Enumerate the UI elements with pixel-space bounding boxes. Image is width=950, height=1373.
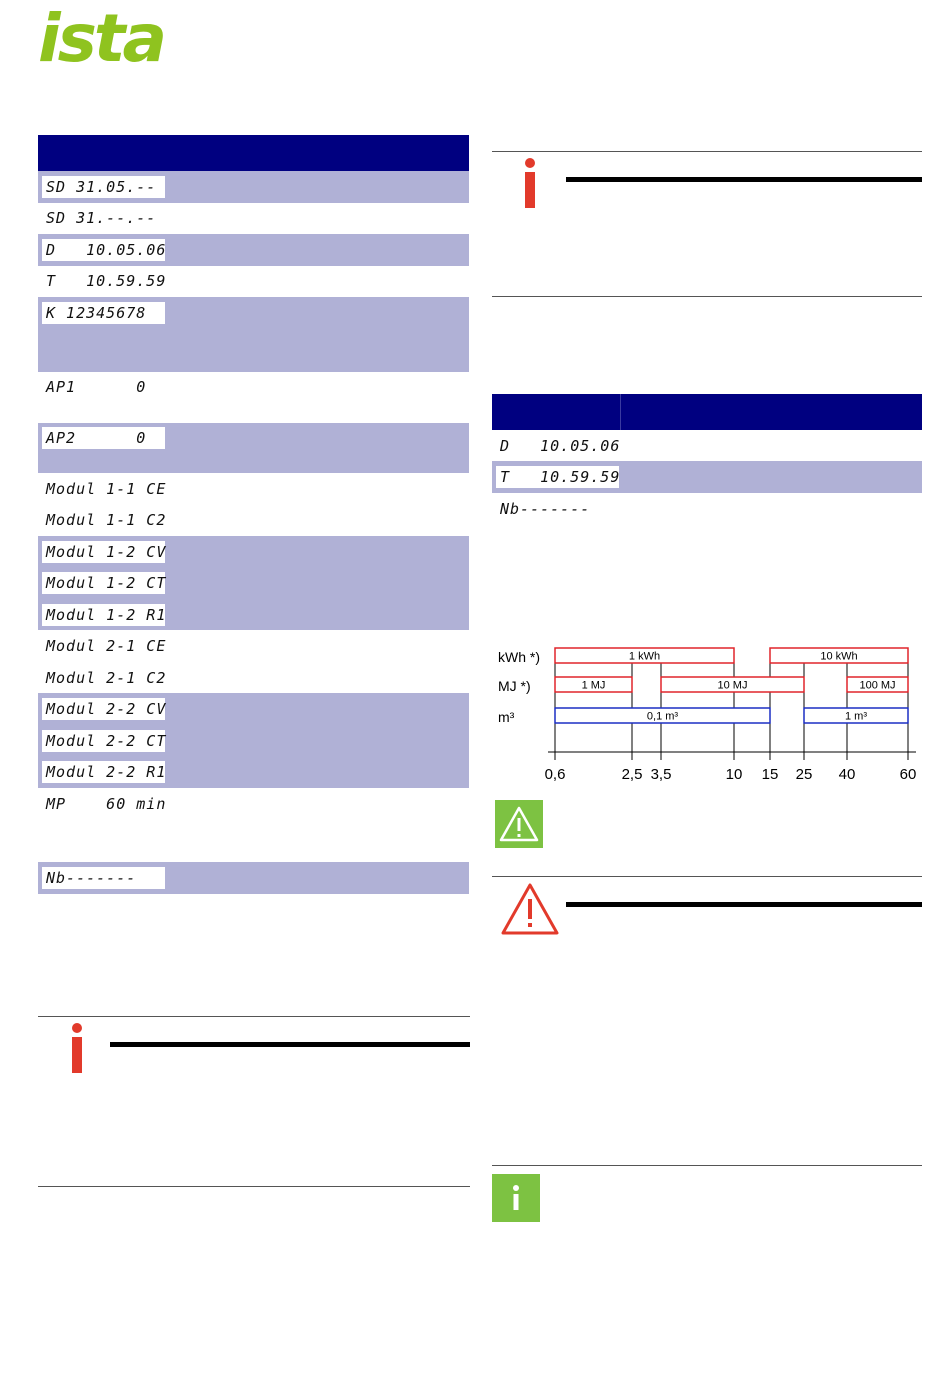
row-label: MJ *) (498, 678, 531, 694)
range-chart (492, 640, 922, 790)
warning-icon (495, 800, 543, 848)
lcd-display: Nb------- (42, 867, 165, 889)
lcd-display: T 10.59.59 (46, 272, 167, 290)
range-bar-label: 10 kWh (820, 650, 858, 663)
lcd-display: K 12345678 (42, 302, 165, 324)
range-bar-label: 1 m³ (845, 710, 867, 723)
warning-triangle-icon (499, 881, 561, 937)
lcd-display: Modul 1-1 C2 (46, 511, 167, 529)
warning-note-top-rule (492, 876, 922, 877)
left-table-header (38, 135, 469, 171)
lcd-display: Modul 2-2 R1 (42, 761, 165, 783)
logo-text: ista (38, 0, 164, 77)
lcd-display: Modul 1-2 CT (42, 572, 165, 594)
row-label: kWh *) (498, 649, 540, 665)
info-icon-green (492, 1174, 540, 1222)
tick-label: 25 (795, 766, 813, 783)
left-note-top-rule (38, 1016, 470, 1017)
tick-label: 15 (761, 766, 779, 783)
lcd-display: Modul 1-2 CV (42, 541, 165, 563)
range-bar-label: 100 MJ (859, 679, 896, 692)
lcd-display: Modul 1-1 CE (46, 480, 167, 498)
left-note-bottom-rule (38, 1186, 470, 1187)
tick-label: 3,5 (650, 766, 672, 783)
warning-note-bottom-rule (492, 1165, 922, 1166)
right-note-bottom-rule (492, 296, 922, 297)
lcd-display: Modul 2-1 C2 (46, 669, 167, 687)
lcd-display: Modul 2-2 CV (42, 698, 165, 720)
range-bar-label: 0,1 m³ (646, 710, 679, 723)
lcd-display: D 10.05.06 (42, 239, 165, 261)
lcd-display: T 10.59.59 (496, 466, 619, 488)
lcd-display: D 10.05.06 (500, 437, 621, 455)
lcd-display: Nb------- (500, 500, 591, 518)
left-note-heading-bar (110, 1042, 470, 1047)
lcd-display: AP2 0 (42, 427, 165, 449)
info-icon (521, 157, 539, 209)
tick-label: 2,5 (621, 766, 643, 783)
lcd-display: SD 31.05.-- (42, 176, 165, 198)
lcd-display: AP1 0 (46, 378, 147, 396)
right-table-rows (492, 0, 922, 518)
lcd-display: SD 31.--.-- (46, 209, 157, 227)
lcd-display: Modul 1-2 R1 (42, 604, 165, 626)
tick-label: 10 (725, 766, 743, 783)
tick-label: 60 (899, 766, 917, 783)
lcd-display: Modul 2-1 CE (46, 637, 167, 655)
warning-note-heading-bar (566, 902, 922, 907)
range-bar-label: 1 MJ (581, 679, 606, 692)
info-icon (68, 1022, 86, 1074)
lcd-display: MP 60 min (46, 795, 167, 813)
right-note-top-rule (492, 151, 922, 152)
right-table-header (492, 394, 922, 430)
lcd-display: Modul 2-2 CT (42, 730, 165, 752)
right-note-heading-bar (566, 177, 922, 182)
range-bar-label: 1 kWh (628, 650, 661, 663)
tick-label: 40 (838, 766, 856, 783)
ista-logo (38, 0, 164, 77)
row-label: m³ (498, 709, 515, 725)
right-table-header-divider (620, 394, 621, 430)
range-bar-label: 10 MJ (717, 679, 748, 692)
tick-label: 0,6 (544, 766, 566, 783)
